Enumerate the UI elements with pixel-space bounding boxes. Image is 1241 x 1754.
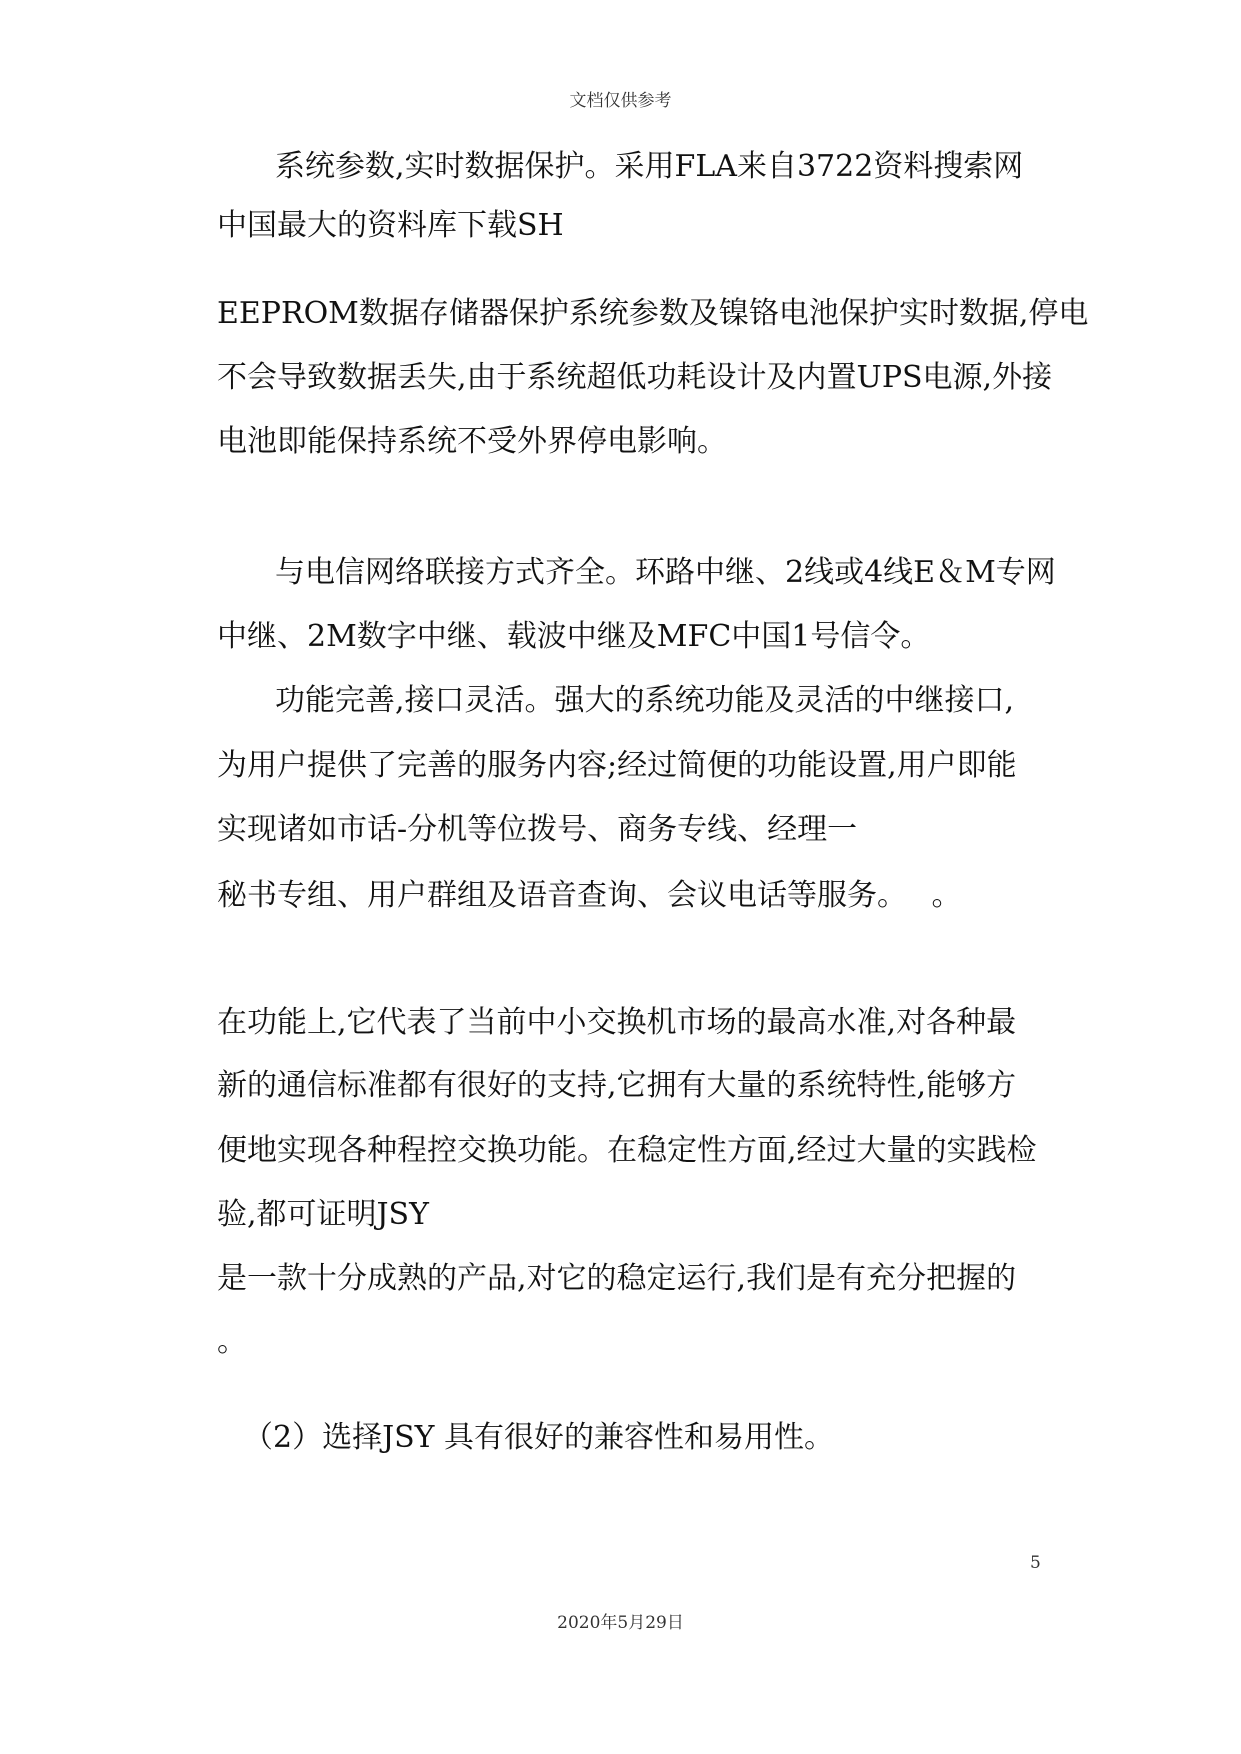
text-line: 在功能上,它代表了当前中小交换机市场的最高水准,对各种最 [217,1005,1017,1040]
text-line: 是一款十分成熟的产品,对它的稳定运行,我们是有充分把握的 [217,1261,1017,1296]
text-line: 验,都可证明JSY [217,1197,429,1232]
text-line: 中国最大的资料库下载SH [217,208,564,243]
text-line: 电池即能保持系统不受外界停电影响。 [217,424,727,459]
text-line: 秘书专组、用户群组及语音查询、会议电话等服务。 。 [217,878,962,913]
text-line: 为用户提供了完善的服务内容;经过简便的功能设置,用户即能 [217,748,1017,783]
page-header: 文档仅供参考 [569,91,672,111]
text-line: 功能完善,接口灵活。强大的系统功能及灵活的中继接口, [275,683,1015,718]
text-line: 中继、2M数字中继、载波中继及MFC中国1号信令。 [217,619,931,654]
text-line: 实现诸如市话-分机等位拨号、商务专线、经理一 [217,812,858,847]
text-line: 不会导致数据丢失,由于系统超低功耗设计及内置UPS电源,外接 [217,360,1053,395]
text-line: EEPROM数据存储器保护系统参数及镍铬电池保护实时数据,停电 [217,296,1089,331]
text-line: 便地实现各种程控交换功能。在稳定性方面,经过大量的实践检 [217,1133,1037,1168]
text-line: 系统参数,实时数据保护。采用FLA来自3722资料搜索网 [275,149,1024,184]
text-line: 。 [217,1324,247,1359]
text-line: （2）选择JSY 具有很好的兼容性和易用性。 [243,1420,835,1455]
text-line: 新的通信标准都有很好的支持,它拥有大量的系统特性,能够方 [217,1068,1017,1103]
text-line: 与电信网络联接方式齐全。环路中继、2线或4线E＆M专网 [275,555,1056,590]
page-footer: 2020年5月29日 [557,1613,684,1633]
page-number: 5 [1030,1553,1041,1573]
